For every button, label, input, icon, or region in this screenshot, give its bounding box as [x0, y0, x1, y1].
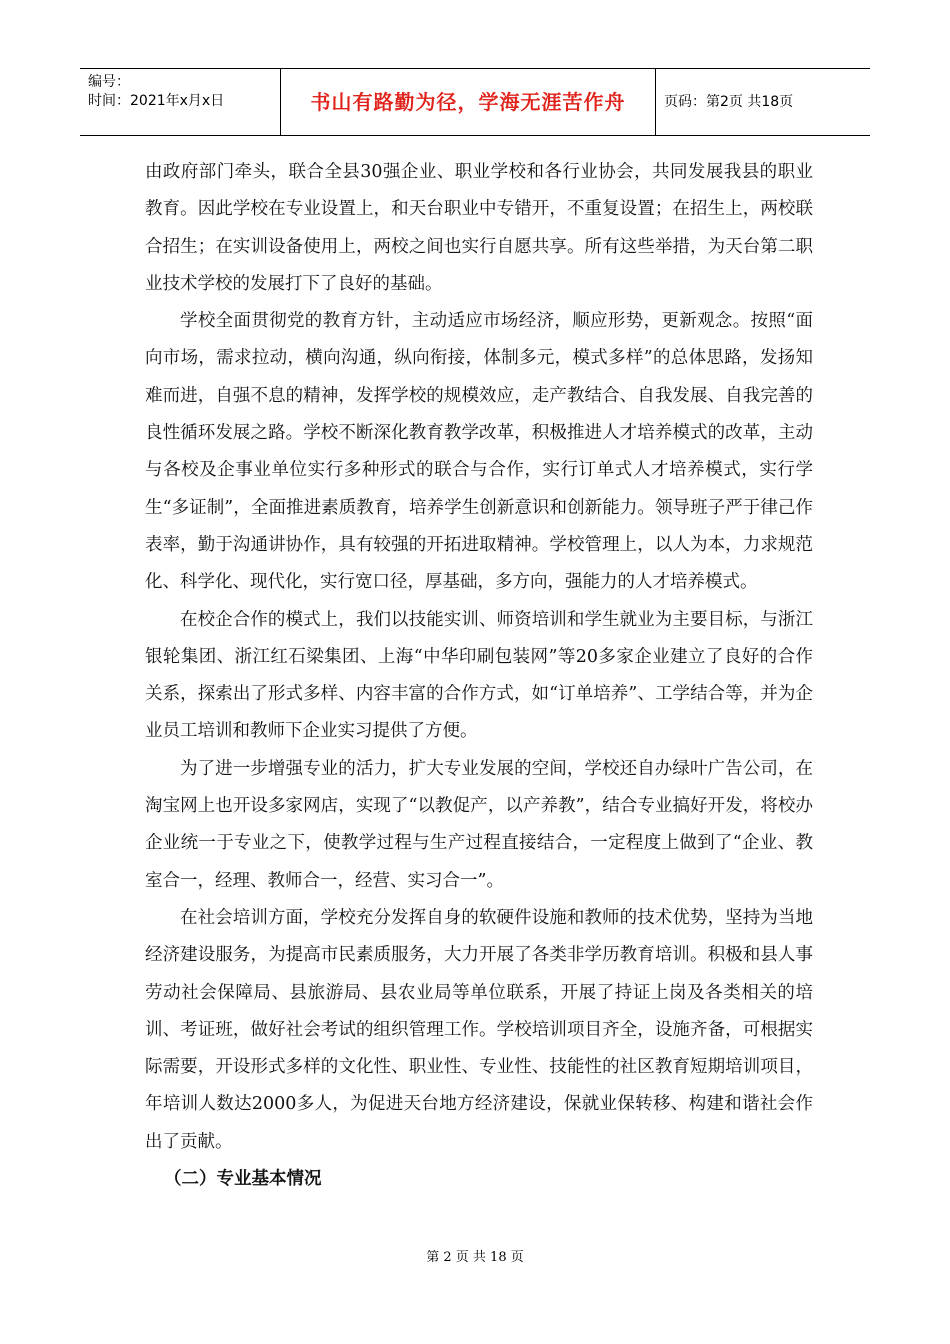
body-paragraph: 由政府部门牵头，联合全县30强企业、职业学校和各行业协会，共同发展我县的职业教育。因此学校在专业设置上，和天台职业中专错开，不重复设置；在招生上，两校联合招生；在实训设备使用上，两校之间也实行自愿共享。所有这些举措，为天台第二职业技术学校的发展打下了良好的基础。 — [145, 162, 813, 294]
body-paragraph: 在社会培训方面，学校充分发挥自身的软硬件设施和教师的技术优势，坚持为当地经济建设服务，为提高市民素质服务，大力开展了各类非学历教育培训。积极和县人事劳动社会保障局、县旅游局、县农业局等单位联系，开展了持证上岗及各类相关的培训、考证班，做好社会考试的组织管理工作。学校培训项目齐全，设施齐备，可根据实际需要，开设形式多样的文化性、职业性、专业性、技能性的社区教育短期培训项目，年培训人数达2000多人，为促进天台地方经济建设，保就业保转移、构建和谐社会作出了贡献。 — [145, 907, 813, 1152]
body-paragraph: 为了进一步增强专业的活力，扩大专业发展的空间，学校还自办绿叶广告公司，在淘宝网上也开设多家网店，实现了“以教促产，以产养教”，结合专业搞好开发，将校办企业统一于专业之下，使教学过程与生产过程直接结合，一定程度上做到了“企业、教室合一，经理、教师合一，经营、实习合一”。 — [145, 758, 813, 891]
section-heading: （二）专业基本情况 — [164, 1169, 322, 1190]
header-motto: 书山有路勤为径，学海无涯苦作舟 — [310, 90, 626, 114]
header-divider — [655, 69, 656, 135]
body-paragraph: 学校全面贯彻党的教育方针，主动适应市场经济，顺应形势，更新观念。按照“面向市场，需求拉动，横向沟通，纵向衔接，体制多元，模式多样”的总体思路，发扬知难而进，自强不息的精神，发挥学校的规模效应，走产教结合、自我发展、自我完善的良性循环发展之路。学校不断深化教育教学改革，积极推进人才培养模式的改革，主动与各校及企事业单位实行多种形式的联合与合作，实行订单式人才培养模式，实行学生“多证制”，全面推进素质教育，培养学生创新意识和创新能力。领导班子严于律己作表率，勤于沟通讲协作，具有较强的开拓进取精神。学校管理上，以人为本，力求规范化、科学化、现代化，实行宽口径，厚基础，多方向，强能力的人才培养模式。 — [145, 311, 813, 593]
body-paragraph: 在校企合作的模式上，我们以技能实训、师资培训和学生就业为主要目标，与浙江银轮集团、浙江红石梁集团、上海“中华印刷包装网”等20多家企业建立了良好的合作关系，探索出了形式多样、内容丰富的合作方式，如“订单培养”、工学结合等，并为企业员工培训和教师下企业实习提供了方便。 — [145, 609, 813, 742]
document-body — [145, 154, 813, 1198]
document-date: 时间：2021年x月x日 — [88, 93, 225, 109]
page-footer: 第 2 页 共 18 页 — [426, 1250, 524, 1265]
page-header — [80, 68, 870, 136]
document-number-label: 编号： — [88, 74, 130, 90]
header-page-number: 页码：第2页 共18页 — [664, 94, 794, 110]
header-meta — [88, 73, 278, 111]
